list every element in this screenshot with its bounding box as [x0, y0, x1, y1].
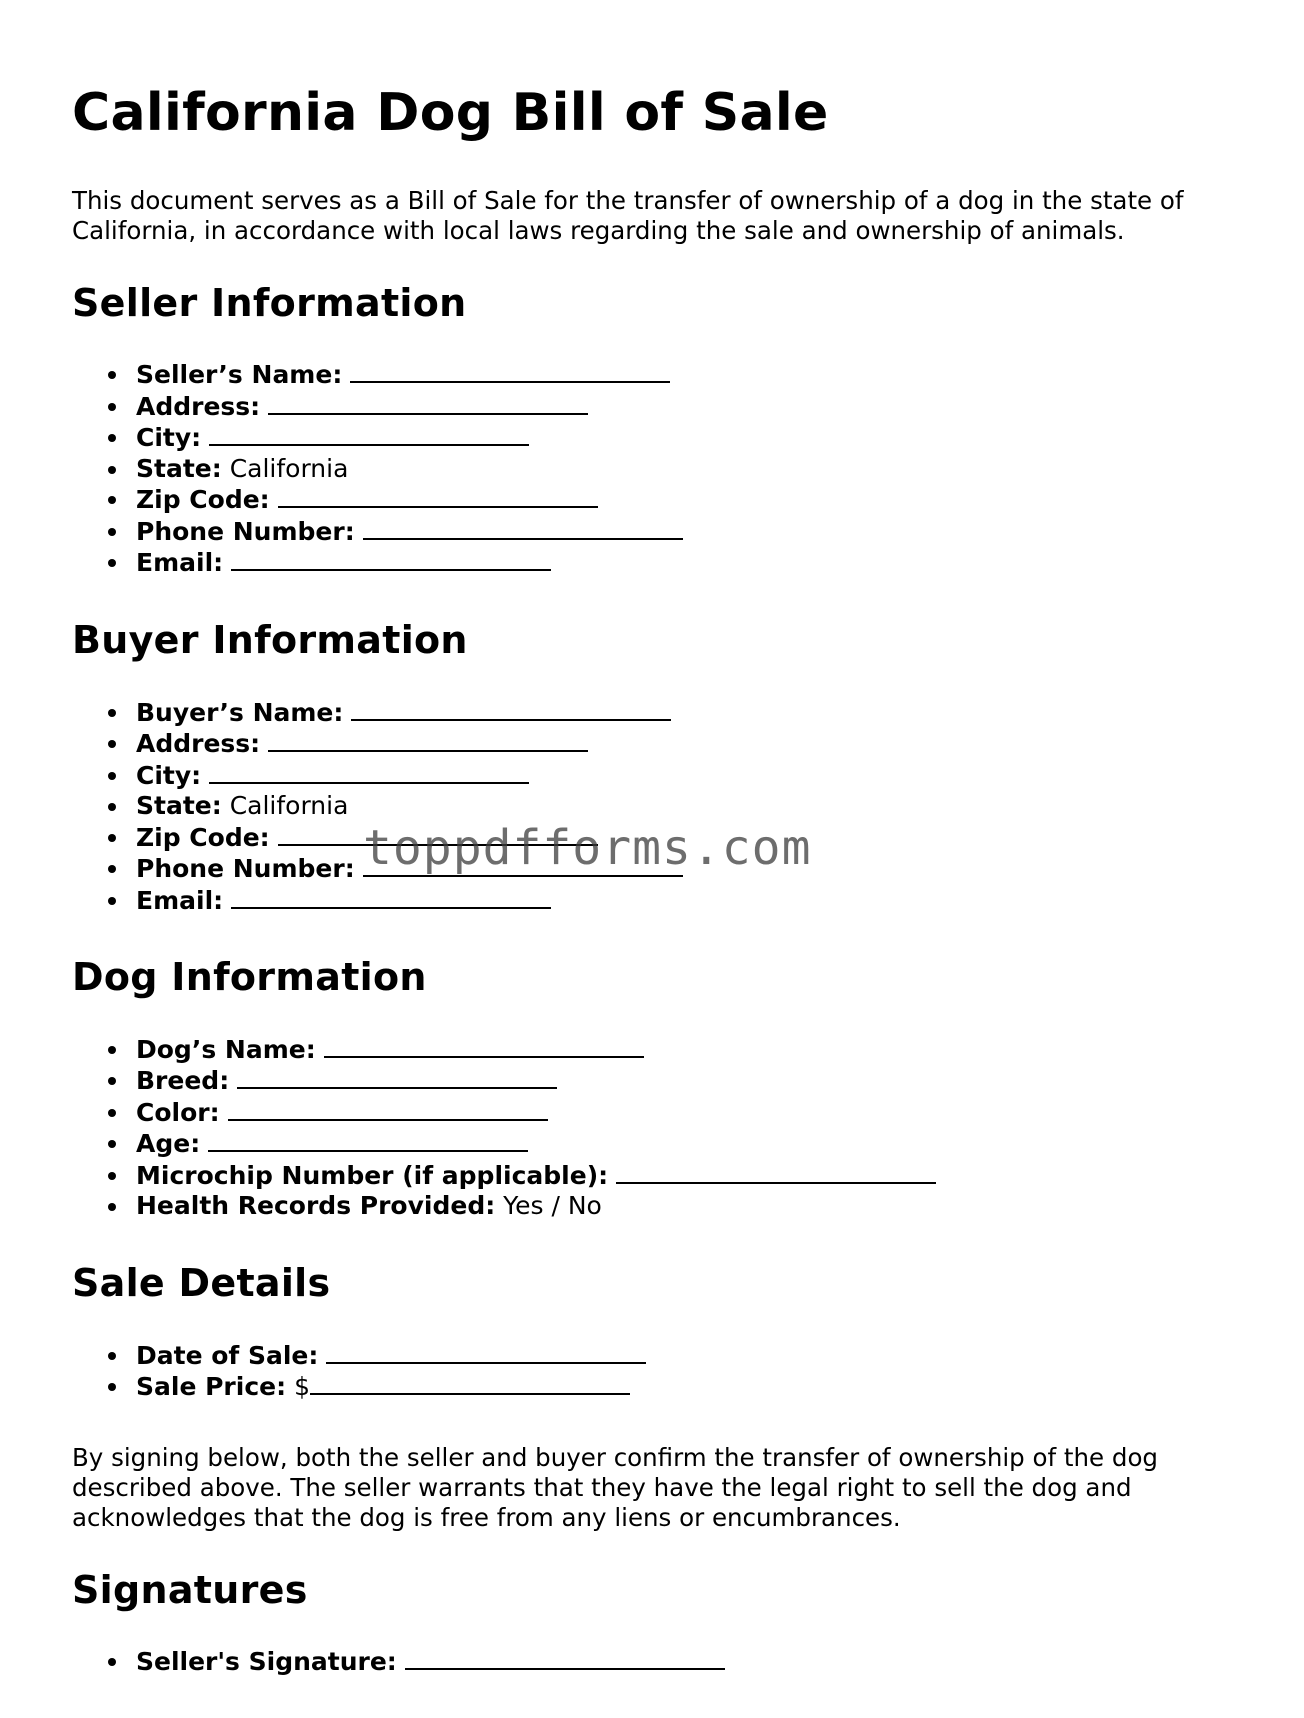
- sale-price-field: [136, 1371, 1252, 1403]
- seller-fields: [72, 359, 1252, 579]
- confirmation-paragraph: By signing below, both the seller and buyer confirm the transfer of ownership of the dog described above. The seller warrants that they have the legal right to sell the dog and acknowledges that the dog is free from any liens or encumbrances.: [72, 1442, 1158, 1532]
- dog-name-field: [136, 1034, 1252, 1066]
- health-records-value: Yes / No: [503, 1191, 602, 1221]
- dog-age-blank[interactable]: [208, 1128, 528, 1152]
- seller-city-field: [136, 422, 1252, 454]
- seller-name-blank[interactable]: [350, 359, 670, 383]
- buyer-name-blank[interactable]: [351, 697, 671, 721]
- seller-signature-blank[interactable]: [405, 1646, 725, 1670]
- sale-date-field: [136, 1340, 1252, 1372]
- buyer-email-blank[interactable]: [231, 885, 551, 909]
- seller-address-field: [136, 391, 1252, 423]
- dog-name-blank[interactable]: [324, 1034, 644, 1058]
- field-label: City:: [136, 760, 202, 790]
- dog-age-field: [136, 1128, 1252, 1160]
- seller-email-blank[interactable]: [231, 547, 551, 571]
- field-label: Health Records Provided:: [136, 1191, 496, 1221]
- signature-fields: [72, 1646, 1252, 1678]
- sale-fields: [72, 1340, 1252, 1403]
- dog-microchip-field: [136, 1160, 1252, 1192]
- sale-price-blank[interactable]: [310, 1371, 630, 1395]
- dog-breed-field: [136, 1065, 1252, 1097]
- seller-zip-blank[interactable]: [278, 484, 598, 508]
- field-label: Date of Sale:: [136, 1340, 319, 1370]
- field-label: Address:: [136, 391, 261, 421]
- seller-state-value: California: [229, 453, 349, 483]
- field-label: Phone Number:: [136, 516, 355, 546]
- buyer-name-field: [136, 697, 1252, 729]
- buyer-city-field: [136, 760, 1252, 792]
- seller-heading: Seller Information: [72, 280, 467, 325]
- dog-color-blank[interactable]: [228, 1097, 548, 1121]
- buyer-state-field: [136, 791, 1252, 822]
- seller-phone-blank[interactable]: [363, 516, 683, 540]
- seller-email-field: [136, 547, 1252, 579]
- field-label: Address:: [136, 729, 261, 759]
- dog-microchip-blank[interactable]: [616, 1160, 936, 1184]
- field-label: Zip Code:: [136, 485, 270, 515]
- currency-symbol: $: [294, 1372, 310, 1402]
- seller-state-field: [136, 454, 1252, 485]
- buyer-fields: [72, 697, 1252, 917]
- sale-date-blank[interactable]: [326, 1340, 646, 1364]
- seller-phone-field: [136, 516, 1252, 548]
- field-label: Seller’s Name:: [136, 360, 343, 390]
- seller-zip-field: [136, 484, 1252, 516]
- buyer-address-blank[interactable]: [268, 728, 588, 752]
- dog-color-field: [136, 1097, 1252, 1129]
- dog-fields: [72, 1034, 1252, 1222]
- field-label: Zip Code:: [136, 822, 270, 852]
- seller-signature-field: [136, 1646, 1252, 1678]
- field-label: Microchip Number (if applicable):: [136, 1160, 609, 1190]
- seller-name-field: [136, 359, 1252, 391]
- dog-breed-blank[interactable]: [237, 1065, 557, 1089]
- field-label: Breed:: [136, 1066, 230, 1096]
- buyer-address-field: [136, 728, 1252, 760]
- field-label: Phone Number:: [136, 854, 355, 884]
- field-label: State:: [136, 791, 222, 821]
- dog-heading: Dog Information: [72, 955, 427, 1000]
- buyer-state-value: California: [229, 791, 349, 821]
- field-label: City:: [136, 423, 202, 453]
- field-label: Color:: [136, 1097, 220, 1127]
- field-label: Sale Price:: [136, 1372, 287, 1402]
- document-page: [72, 84, 1252, 1718]
- sale-heading: Sale Details: [72, 1260, 331, 1305]
- field-label: Email:: [136, 548, 224, 578]
- field-label: Email:: [136, 885, 224, 915]
- field-label: Dog’s Name:: [136, 1034, 316, 1064]
- field-label: State:: [136, 453, 222, 483]
- seller-city-blank[interactable]: [209, 422, 529, 446]
- buyer-email-field: [136, 885, 1252, 917]
- watermark-text: toppdfforms.com: [363, 820, 812, 876]
- field-label: Buyer’s Name:: [136, 697, 344, 727]
- document-title: California Dog Bill of Sale: [72, 83, 829, 143]
- intro-paragraph: This document serves as a Bill of Sale for the transfer of ownership of a dog in the state of California, in accordance with local laws regarding the sale and ownership of animals.: [72, 185, 1184, 245]
- seller-address-blank[interactable]: [268, 391, 588, 415]
- signatures-heading: Signatures: [72, 1567, 308, 1612]
- dog-health-records-field: [136, 1191, 1252, 1222]
- buyer-city-blank[interactable]: [209, 760, 529, 784]
- buyer-heading: Buyer Information: [72, 617, 468, 662]
- field-label: Seller's Signature:: [136, 1647, 397, 1677]
- field-label: Age:: [136, 1129, 201, 1159]
